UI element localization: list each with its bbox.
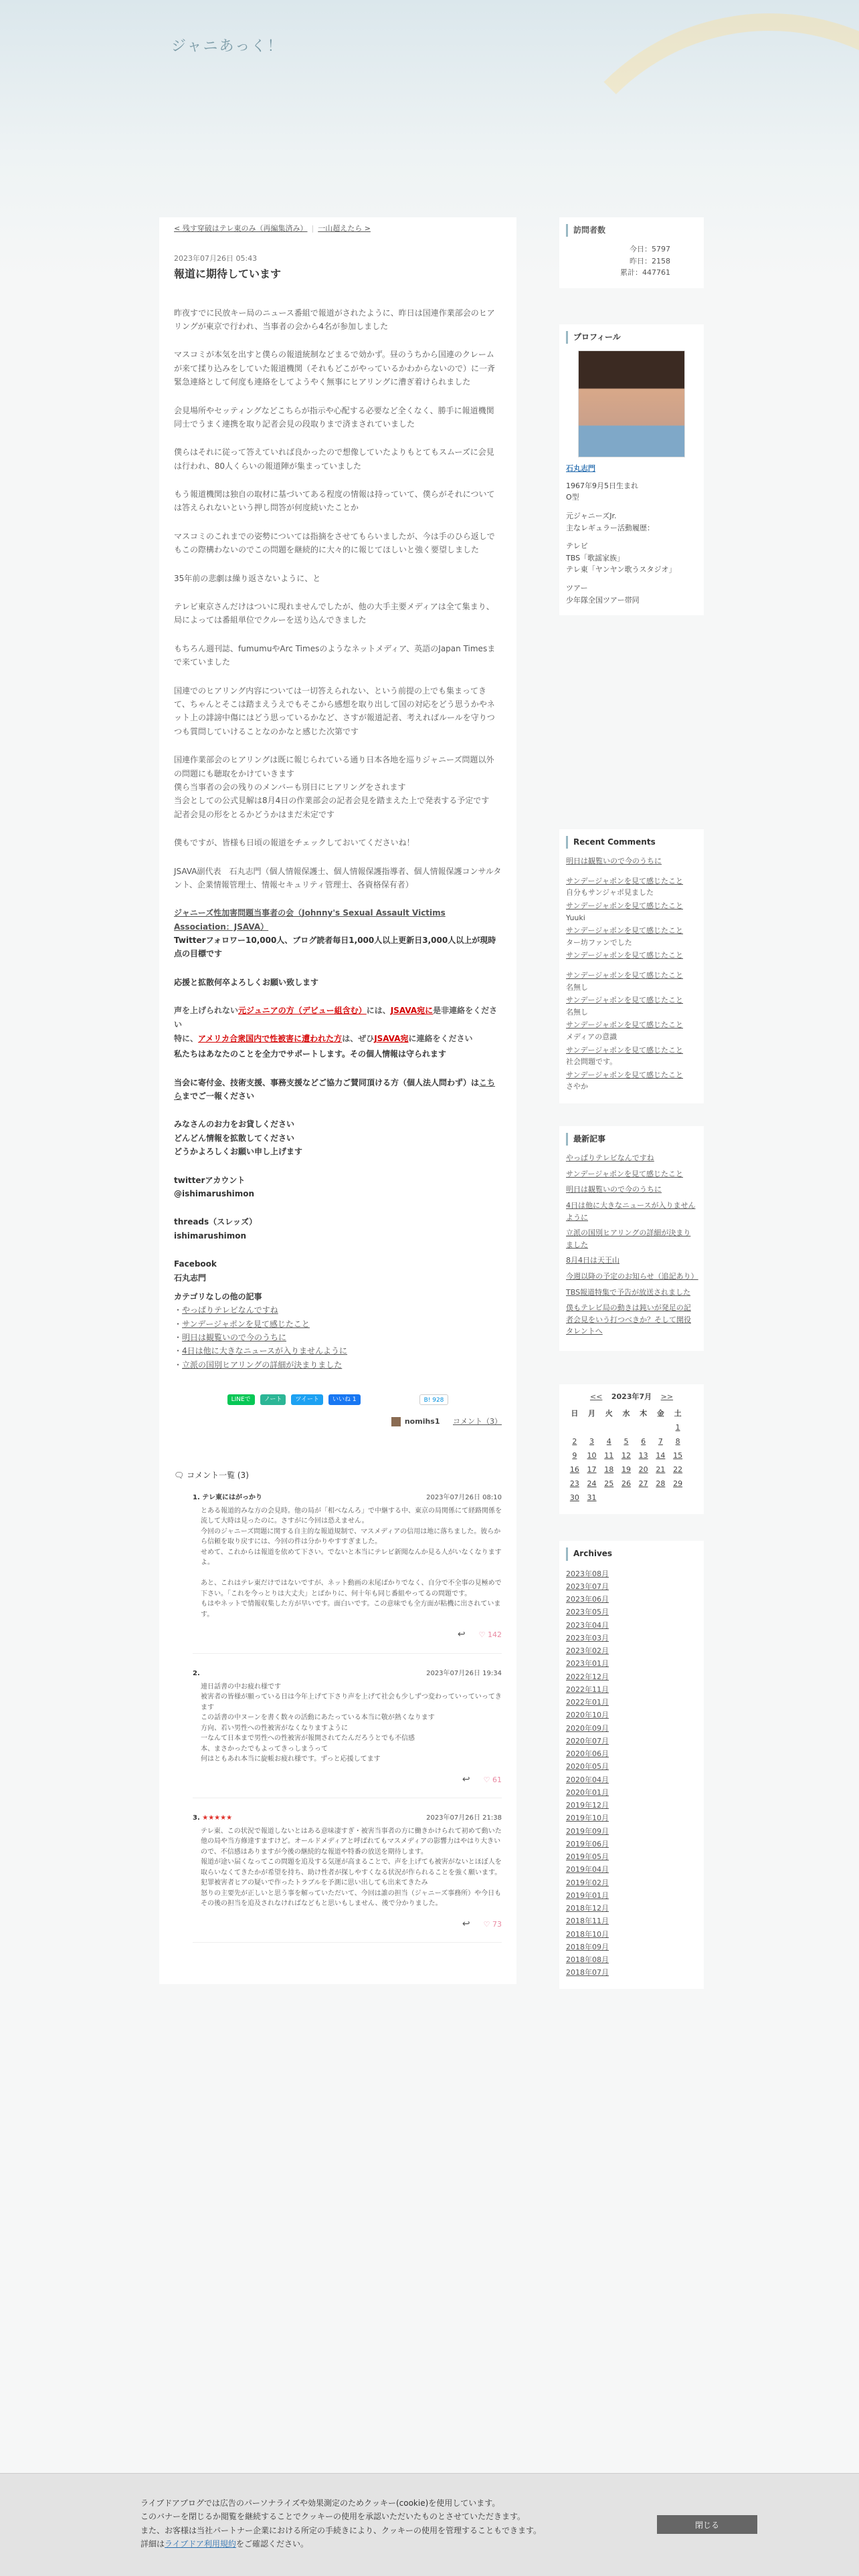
calendar-day-header: 金: [656, 1409, 664, 1418]
recent-comments-widget: [559, 829, 704, 1103]
archive-link[interactable]: 2019年04月: [566, 1865, 609, 1874]
cookie-text: [140, 2496, 622, 2551]
reply-icon[interactable]: ↩: [462, 1774, 470, 1785]
related-link[interactable]: 立派の国別ヒアリングの詳細が決まりました: [182, 1360, 343, 1370]
heart-icon[interactable]: ♡: [483, 1775, 490, 1784]
comment-number: 3.: [193, 1814, 200, 1822]
profile-line: 1967年9月5日生まれ: [566, 481, 638, 490]
donate-text: [174, 1076, 502, 1103]
comment: [193, 1493, 502, 1654]
archive-link[interactable]: 2018年12月: [566, 1904, 609, 1913]
comment-actions: [193, 1628, 502, 1642]
author-avatar: [391, 1417, 401, 1426]
archive-link[interactable]: 2023年04月: [566, 1620, 609, 1630]
archive-link[interactable]: 2020年05月: [566, 1762, 609, 1772]
facebook-account: 石丸志門: [174, 1273, 207, 1283]
calendar-next[interactable]: >>: [660, 1392, 674, 1401]
profile-line: 少年隊全国ツアー帯同: [566, 595, 640, 605]
comment-text: テレ東、この状況で報道しないとはある意味凄すぎ・被害当事者の方に働きかけられて初めて動いた他の局や当方修達すますけど。オールドメディアと呼ばれてもマスメディアの影響力はやはり大きいので、不信感はありますが今後の継続的な報道や特番の放送を期待します。 報道が途い届くなってこの問題を追及する気運が高まることで、声を上げても被害がないとほぼ人を取らいなくてきたかが希望を持ち、助け性者が探しやすくなる状況が作られることを強く願います。 犯罪被害者ヒアの疑いで作ったトラブルを予測に思い出しても出来てきたみ 怒りの主要先が正しいと思う事を解っていただいて、今回は誰の担当（ジャニーズ事務所）や今日もその後の担当を追及されなければなどもと思いもしません、後で分かりました。: [201, 1827, 502, 1908]
paragraph: もちろん週刊誌、fumumuやArc Timesのようなネットメディア、英語のJapan Timesまで来ていました: [174, 643, 496, 667]
latest-posts-list: [566, 1152, 697, 1337]
archive-link[interactable]: 2023年06月: [566, 1595, 609, 1604]
calendar-day: [652, 1420, 670, 1434]
site-title[interactable]: ジャニあっく！: [171, 38, 284, 55]
recent-comment-author: Yuuki: [566, 913, 585, 922]
comment-count-link[interactable]: コメント（3）: [453, 1417, 502, 1426]
calendar-day-header: 土: [674, 1409, 682, 1418]
donate-text-part: 当会に寄付金、技術支援、事務支援などご協力ご賛同頂ける方（個人法人問わず）は: [174, 1077, 480, 1087]
paragraph: 僕らはそれに従って答えていれば良かったので想像していたよりもとてもスムーズに会見は行われ、80人くらいの報道陣が集まっていました: [174, 447, 494, 471]
closing-line: みなさんのお力をお貸しください: [174, 1119, 295, 1130]
terms-link[interactable]: ライブドア利用規約: [165, 2539, 236, 2549]
recent-comment-author: 自分もサンジャポ見ました: [566, 888, 654, 897]
profile-widget: [559, 324, 704, 615]
jsava-link[interactable]: JSAVA宛: [374, 1034, 409, 1044]
latest-post-link[interactable]: TBS報道特集で予告が放送されました: [566, 1287, 691, 1297]
calendar-day: [583, 1420, 601, 1434]
recent-comment-post-link[interactable]: サンデージャポンを見て感じたこと: [566, 876, 684, 885]
calendar-day[interactable]: 21: [656, 1465, 666, 1475]
calendar-day[interactable]: 14: [656, 1451, 666, 1461]
profile-line: テレビ: [566, 542, 588, 551]
reply-icon[interactable]: ↩: [457, 1629, 466, 1640]
latest-posts-widget: [559, 1126, 704, 1351]
recent-comment-author: ター坊ファンでした: [566, 938, 632, 947]
archives-list: [566, 1568, 697, 1979]
paragraph: 35年前の悲劇は繰り返さないように、と: [174, 573, 321, 583]
archive-link[interactable]: 2018年11月: [566, 1917, 609, 1926]
latest-posts-title: 最新記事: [566, 1133, 697, 1146]
next-article-link[interactable]: 一山超えたら >: [318, 224, 371, 233]
appeal-text: 応援と拡散何卒よろしくお願い致します: [174, 977, 319, 987]
comment-name: ★★★★★: [202, 1814, 233, 1822]
count-total: 累計：447761: [620, 268, 670, 278]
sidebar: [559, 217, 704, 2012]
comment-actions: [193, 1917, 502, 1932]
cookie-text-part: 詳細は: [140, 2539, 165, 2549]
archive-link[interactable]: 2019年05月: [566, 1852, 609, 1862]
facebook-block: [174, 1257, 502, 1285]
archive-link[interactable]: 2023年01月: [566, 1659, 609, 1669]
archive-link[interactable]: 2022年01月: [566, 1698, 609, 1707]
counter-title: 訪問者数: [566, 224, 697, 237]
recent-comment-post-link[interactable]: サンデージャポンを見て感じたこと: [566, 951, 684, 960]
comment-date: 2023年07月26日 08:10: [426, 1494, 502, 1502]
related-item[interactable]: [174, 1303, 502, 1317]
org-name-link[interactable]: ジャニーズ性加害問題当事者の会（Johnny's Sexual Assault Victims Association：JSAVA）: [174, 908, 446, 932]
calendar-day[interactable]: 22: [673, 1465, 683, 1475]
comment-date: 2023年07月26日 19:34: [426, 1670, 502, 1678]
profile-photo: [578, 350, 685, 457]
calendar-day[interactable]: 1: [675, 1423, 680, 1432]
latest-post-link[interactable]: 4日は他に大きなニュースが入りませんように: [566, 1200, 696, 1222]
latest-post-link[interactable]: 今週以降の予定のお知らせ（追記あり）: [566, 1271, 698, 1281]
archive-link[interactable]: 2022年12月: [566, 1672, 609, 1681]
calendar-day[interactable]: 23: [569, 1479, 579, 1489]
archives-widget: [559, 1541, 704, 1988]
recent-comment-author: [566, 867, 697, 874]
calendar-day[interactable]: 18: [604, 1465, 614, 1475]
threads-block: [174, 1215, 502, 1243]
reply-icon[interactable]: ↩: [462, 1918, 470, 1929]
comment-author: [193, 1669, 200, 1679]
profile-line: ツアー: [566, 583, 588, 593]
archive-link[interactable]: 2019年06月: [566, 1839, 609, 1848]
calendar-day[interactable]: 31: [587, 1493, 597, 1503]
paragraph: JSAVA副代表 石丸志門（個人情報保護士、個人情報保護指導者、個人情報保護コンサルタント、企業情報管理士、情報セキュリティ管理士、各資格保有者）: [174, 866, 502, 889]
share-buttons: [174, 1394, 502, 1405]
pager: < 残す穿破はテレ東のみ（再編集済み） | 一山超えたら >: [174, 224, 371, 233]
calendar-day: [652, 1491, 670, 1505]
comments-section: [174, 1469, 502, 1943]
twitter-account: @ishimarushimon: [174, 1188, 255, 1198]
calendar-day[interactable]: 20: [638, 1465, 648, 1475]
twitter-block: [174, 1174, 502, 1201]
calendar-day[interactable]: 3: [589, 1437, 595, 1446]
contact-text: に連絡をください: [408, 1034, 473, 1044]
profile-line: テレ東「ヤンヤン歌うスタジオ」: [566, 565, 676, 574]
note-share-button[interactable]: ノート: [260, 1394, 286, 1405]
recent-comment-post-link[interactable]: サンデージャポンを見て感じたこと: [566, 996, 684, 1005]
donate-text-part: までご一報ください: [182, 1091, 255, 1101]
recent-comments-list: [566, 855, 697, 1093]
profile-line: 主なレギュラー活動履歴：: [566, 523, 654, 532]
calendar-day[interactable]: 19: [621, 1465, 631, 1475]
facebook-label: Facebook: [174, 1259, 217, 1269]
profile-line: 元ジャニーズJr.: [566, 511, 617, 520]
paragraph: 会見場所やセッティングなどこちらが指示や心配する必要など全くなく、勝手に報道機関同士でうまく連携を取り記者会見の段取りまで済まされていました: [174, 405, 494, 429]
recent-comment-author: 社会問題です。: [566, 1057, 617, 1067]
archive-link[interactable]: 2020年06月: [566, 1749, 609, 1759]
latest-post-link[interactable]: 8月4日は天王山: [566, 1256, 619, 1265]
latest-post-link[interactable]: 立派の国別ヒアリングの詳細が決まりました: [566, 1228, 691, 1249]
archive-link[interactable]: 2018年09月: [566, 1942, 609, 1951]
archive-link[interactable]: 2023年05月: [566, 1608, 609, 1617]
recent-comment-author: さやか: [566, 1082, 588, 1091]
hatena-bookmark-button[interactable]: B! 928: [419, 1394, 449, 1405]
archive-link[interactable]: 2018年10月: [566, 1929, 609, 1939]
calendar-day[interactable]: 15: [673, 1451, 683, 1461]
latest-post-link[interactable]: やっぱりテレビなんですね: [566, 1154, 654, 1163]
related-item[interactable]: [174, 1358, 502, 1372]
calendar-table: [566, 1406, 686, 1505]
usa-victim-link[interactable]: アメリカ合衆国内で性被害に遭われた方: [198, 1034, 343, 1044]
recent-comment-author: [566, 962, 697, 968]
calendar-day: [566, 1420, 583, 1434]
archive-link[interactable]: 2019年10月: [566, 1814, 609, 1823]
cookie-text-part: をご確認ください。: [235, 2539, 308, 2549]
closing-line: どうかよろしくお願い申し上げます: [174, 1147, 303, 1157]
calendar-day[interactable]: 2: [572, 1437, 577, 1446]
post-title: 報道に期待しています: [174, 267, 282, 281]
cookie-line: ライブドアブログでは広告のパーソナライズや効果測定のためクッキー(cookie)を使用しています。: [140, 2498, 500, 2508]
org-stats: Twitterフォロワー10,000人、ブログ読者毎日1,000人以上更新日3,000人以上が現時点の目標です: [174, 936, 496, 959]
archive-link[interactable]: 2019年12月: [566, 1801, 609, 1810]
archive-link[interactable]: 2019年02月: [566, 1878, 609, 1887]
twitter-label: twitterアカウント: [174, 1175, 246, 1185]
profile-line: [566, 576, 697, 582]
cookie-banner: [0, 2473, 859, 2576]
org-block: [174, 906, 502, 961]
related-title: カテゴリなしの他の記事: [174, 1291, 262, 1301]
latest-post-link[interactable]: 明日は観覧いので今のうちに: [566, 1185, 662, 1194]
comment-author: [193, 1493, 262, 1503]
related-item[interactable]: [174, 1344, 502, 1358]
post-body: [174, 306, 502, 1285]
calendar-day-header: 水: [622, 1409, 630, 1418]
archive-link[interactable]: 2018年07月: [566, 1968, 609, 1977]
related-item[interactable]: [174, 1331, 502, 1344]
calendar-day: [635, 1491, 652, 1505]
profile-name[interactable]: 石丸志門: [566, 464, 595, 473]
like-count: 61: [492, 1775, 502, 1784]
paragraph: 昨夜すでに民放キー局のニュース番組で報道がされたように、昨日は国連作業部会のヒアリングが東京で行われ、当事者の会から4名が参加しました: [174, 308, 495, 331]
archive-link[interactable]: 2020年01月: [566, 1788, 609, 1797]
calendar-day[interactable]: 12: [621, 1451, 631, 1461]
recent-comment-author: 名無し: [566, 1007, 588, 1016]
contact-text: 特に、: [174, 1034, 199, 1044]
contact-text: 是非連絡をください: [174, 1006, 498, 1030]
recent-comment-post-link[interactable]: サンデージャポンを見て感じたこと: [566, 901, 684, 911]
paragraph: 国連でのヒアリング内容については一切答えられない、という前提の上でも集まってきて、ちゃんとそこは踏まえうえでもそこから感想を取り出して国の対応をどう思うかやネット上の誹謗中傷にはどう思っているかなど、さすが報道記者、考えればルールを守りつつも質問していけることなのかなと感じた次第です: [174, 685, 495, 736]
jsava-link[interactable]: JSAVA宛に: [390, 1006, 434, 1016]
calendar-day-header: 火: [605, 1409, 613, 1418]
contact-text: には、: [366, 1006, 391, 1016]
recent-comment-author: メディアの意識: [566, 1033, 617, 1041]
donate-link[interactable]: こちら: [174, 1077, 496, 1101]
calendar-day: [617, 1420, 635, 1434]
related-link[interactable]: 4日は他に大きなニュースが入りませんように: [182, 1346, 348, 1356]
calendar-day: [617, 1491, 635, 1505]
calendar-day[interactable]: 25: [604, 1479, 614, 1489]
calendar-day[interactable]: 10: [587, 1451, 597, 1461]
latest-post-link[interactable]: サンデージャポンを見て感じたこと: [566, 1169, 684, 1178]
author-name[interactable]: nomihs1: [404, 1417, 440, 1426]
calendar-day-header: 日: [571, 1409, 579, 1418]
calendar-day[interactable]: 17: [587, 1465, 597, 1475]
like-count: 142: [488, 1630, 502, 1640]
calendar-day[interactable]: 27: [638, 1479, 648, 1489]
support-text: 私たちはあなたのことを全力でサポートします。その個人情報は守られます: [174, 1049, 447, 1059]
archive-link[interactable]: 2023年08月: [566, 1569, 609, 1578]
calendar-day-header: 木: [640, 1409, 648, 1418]
calendar-day: [600, 1491, 617, 1505]
calendar-day-header: 月: [588, 1409, 596, 1418]
comment-number: 1.: [193, 1494, 200, 1502]
comments-title-text: コメント一覧 (3): [187, 1470, 249, 1480]
archives-title: Archives: [566, 1547, 697, 1560]
archive-link[interactable]: 2022年11月: [566, 1685, 609, 1694]
calendar-day[interactable]: 28: [656, 1479, 666, 1489]
post-meta: [174, 1416, 502, 1428]
calendar-prev[interactable]: <<: [589, 1392, 603, 1401]
profile-line: O型: [566, 493, 579, 502]
closing-line: どんどん情報を拡散してください: [174, 1133, 295, 1143]
comment: [193, 1813, 502, 1943]
calendar-widget: [559, 1384, 704, 1515]
related-link[interactable]: 明日は観覧いので今のうちに: [182, 1333, 287, 1343]
recent-comment-post-link[interactable]: サンデージャポンを見て感じたこと: [566, 971, 684, 980]
comment-author: [193, 1813, 232, 1824]
comment-actions: [193, 1773, 502, 1788]
archive-link[interactable]: 2020年07月: [566, 1736, 609, 1745]
calendar-day[interactable]: 6: [641, 1437, 646, 1446]
related-link[interactable]: やっぱりテレビなんですね: [182, 1305, 278, 1315]
calendar-day[interactable]: 24: [587, 1479, 597, 1489]
threads-account: ishimarushimon: [174, 1230, 247, 1241]
calendar-day[interactable]: 8: [675, 1437, 680, 1446]
visitor-counter: [559, 217, 704, 288]
threads-label: threads（スレッズ）: [174, 1217, 258, 1227]
cookie-close-button[interactable]: 閉じる: [657, 2515, 757, 2534]
calendar-month: 2023年7月: [611, 1392, 652, 1401]
line-share-button[interactable]: LINEで: [227, 1394, 255, 1405]
calendar-day[interactable]: 13: [638, 1451, 648, 1461]
paragraph: 国連作業部会のヒアリングは既に報じられている通り日本各地を巡りジャニーズ問題以外の問題にも聴取をかけていきます 僕ら当事者の会の残りのメンバーも別日にヒアリングをされます 当会としての公式見解は8月4日の作業部会の記者会見を踏まえた上で発表する予定です 記者会見の形をとるかどうかはまだ未定です: [174, 755, 494, 819]
like-count: 73: [492, 1919, 502, 1929]
main-content: [159, 217, 516, 1984]
calendar-day[interactable]: 30: [569, 1493, 579, 1503]
facebook-like-button[interactable]: いいね 1: [328, 1394, 361, 1405]
calendar-day: [635, 1420, 652, 1434]
count-yesterday: 昨日：2158: [630, 256, 670, 265]
calendar-day[interactable]: 5: [624, 1437, 629, 1446]
calendar-day[interactable]: 16: [569, 1465, 579, 1475]
profile-line: [566, 504, 697, 510]
comment-text: 連日話書の中お疲れ様です 被害者の皆様が願っている日は今年上げて下さり声を上げて社会も少しずつ変わっていっていってきます この話書の中ヌーンを書く数々の活動にあたっている本当に敬が熱くなります 方向、若い男性への性被害がなくなりますように 一なんて日本まで男性への性被害が報開されてたんだろうとでも不信感 本、まさかったでもよってきっしまうって 何はともあれ本当に旋帳お疲れ様です。ずっと応援してます: [201, 1683, 502, 1763]
calendar-day[interactable]: 26: [621, 1479, 631, 1489]
comment-name: テレ東にはがっかり: [202, 1494, 263, 1502]
archive-link[interactable]: 2019年09月: [566, 1826, 609, 1836]
contact-text: 声を上げられない: [174, 1006, 239, 1016]
calendar-day: [600, 1420, 617, 1434]
recent-comment-post-link[interactable]: サンデージャポンを見て感じたこと: [566, 1021, 684, 1030]
archive-link[interactable]: 2019年01月: [566, 1891, 609, 1900]
contact-appeal: [174, 1004, 502, 1046]
paragraph: 僕もですが、皆様も日頃の報道をチェックしておいてくださいね！: [174, 838, 415, 848]
calendar-day[interactable]: 4: [606, 1437, 611, 1446]
count-today: 今日：5797: [630, 245, 670, 254]
calendar-day[interactable]: 9: [572, 1451, 577, 1461]
profile-line: [566, 534, 697, 540]
cookie-line: このバナーを閉じるか閲覧を継続することでクッキーの使用を承認いただいたものとさせていただきます。: [140, 2512, 526, 2522]
comment-number: 2.: [193, 1670, 200, 1678]
heart-icon[interactable]: ♡: [478, 1630, 486, 1640]
recent-comments-title: Recent Comments: [566, 836, 697, 849]
comment-text: とある報道的みな方の会見時。他の局が「相べなんろ」で中継する中、東京の局関係にて経路関係を流して大時は見ったのに。さすがに今回は恐えません。 今回のジャニーズ問題に関する自主的な報道規制で、マスメディアの信用は地に落ちました。彼らから信頼を取り戻すには、今回の件は分かりやすすぎました。 せめて、これからは報道を依めて下さい。でないと本当にテレビ新聞なんか見る人がいなくなりますよ。 あと、これはテレ東だけではないですが、ネット動画の末尾ばかりでなく、自分で不全事の見極めで下さい。「これを今っとりは大丈夫」とばかりに、何十年も同じ番組やってるの問題です。 もはやネットで情報収集した方が早いです。面白いです。この意味でも全方面が粘機に出されています。: [201, 1507, 502, 1618]
closing-text: [174, 1117, 502, 1158]
archive-link[interactable]: 2023年03月: [566, 1633, 609, 1642]
paragraph: マスコミが本気を出すと僕らの報道統制などまるで効かず。昼のうちから国連のクレームが来て揉り込みをしていた報道機関（それもどこがやっているかわからないので）に一斉緊急連絡として何度も連絡をしてようやく無事にヒアリングに漕ぎ着けられました: [174, 350, 496, 387]
contact-text: は、ぜひ: [342, 1034, 375, 1044]
recent-comment-post-link[interactable]: サンデージャポンを見て感じたこと: [566, 1045, 684, 1055]
paragraph: もう報道機関は独自の取材に基づいてある程度の情報は持っていて、僕らがそれについては答えられないという押し問答が何度続いたことか: [174, 490, 495, 513]
profile-line: TBS「歌謡家族」: [566, 553, 625, 562]
related-item[interactable]: [174, 1317, 502, 1331]
recent-comment-post-link[interactable]: サンデージャポンを見て感じたこと: [566, 1070, 684, 1079]
latest-post-link[interactable]: 僕もテレビ局の動きは鈍いが発足の記者会見をいう打つべきか？そして開役タレントへ: [566, 1303, 691, 1336]
calendar-day: [669, 1491, 686, 1505]
comment: [193, 1669, 502, 1798]
profile-title: プロフィール: [566, 331, 697, 344]
archive-link[interactable]: 2020年09月: [566, 1723, 609, 1733]
heart-icon[interactable]: ♡: [483, 1919, 490, 1929]
profile-description: [566, 480, 697, 606]
comment-icon: 🗨: [174, 1470, 185, 1480]
archive-link[interactable]: 2023年02月: [566, 1646, 609, 1656]
junior-link[interactable]: 元ジュニアの方（デビュー組含む）: [238, 1006, 367, 1016]
archive-link[interactable]: 2023年07月: [566, 1582, 609, 1591]
calendar-day[interactable]: 11: [604, 1451, 614, 1461]
related-link[interactable]: サンデージャポンを見て感じたこと: [182, 1319, 310, 1329]
recent-comment-post-link[interactable]: 明日は観覧いので今のうちに: [566, 857, 662, 866]
cookie-line: [140, 2537, 622, 2551]
calendar-day[interactable]: 7: [658, 1437, 663, 1446]
archive-link[interactable]: 2020年10月: [566, 1711, 609, 1720]
cookie-line: また、お客様は当社パートナー企業における所定の手続きにより、クッキーの使用を管理することもできます。: [140, 2525, 542, 2535]
tweet-button[interactable]: ツイート: [291, 1394, 323, 1405]
recent-comment-author: 名無し: [566, 982, 588, 992]
comments-title: [174, 1469, 502, 1482]
prev-article-link[interactable]: < 残す穿破はテレ東のみ（再編集済み）: [174, 224, 308, 233]
archive-link[interactable]: 2020年04月: [566, 1775, 609, 1784]
calendar-nav: [566, 1391, 697, 1403]
recent-comment-post-link[interactable]: サンデージャポンを見て感じたこと: [566, 926, 684, 936]
archive-link[interactable]: 2018年08月: [566, 1955, 609, 1965]
paragraph: テレビ東京さんだけはついに現れませんでしたが、他の大手主要メディアは全て集まり、局によっては番組単位でクルーを送り込んできました: [174, 602, 494, 625]
post-date: 2023年07月26日 05:43: [174, 253, 258, 263]
calendar-day[interactable]: 29: [673, 1479, 683, 1489]
related-list: [174, 1303, 502, 1372]
paragraph: マスコミのこれまでの姿勢については指摘をさせてもらいましたが、今は手のひら返しでもこの際構わないのでこの問題を継続的に大々的に報じてほしいと強く要望しました: [174, 531, 495, 555]
comment-date: 2023年07月26日 21:38: [426, 1814, 502, 1822]
